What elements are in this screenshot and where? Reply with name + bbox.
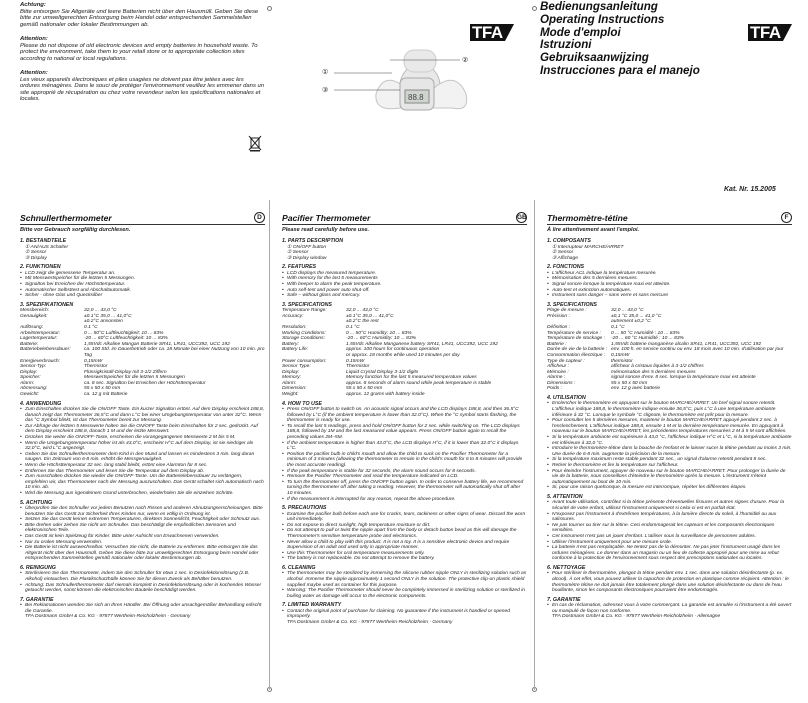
spec-value: env. 100 h. en service continu ou env. 18 mois avec 10 min. d'utilisation par jour bbox=[611, 347, 784, 353]
spec-key: Précision : bbox=[547, 313, 570, 319]
spec-key: Sensor Type: bbox=[282, 364, 311, 370]
section-heading: 7. GARANTIE bbox=[20, 596, 54, 603]
spec-key: Dimensions : bbox=[547, 380, 576, 386]
spec-key: Définition : bbox=[547, 324, 571, 330]
column-en bbox=[282, 212, 527, 703]
spec-value: autrement ±0,2 °C bbox=[611, 319, 651, 325]
bullet-item: • Position the pacifier bulb in child's mouth and allow the child to suck on the Pacifier Thermometer for a minimum of 3 minutes (allowing the thermometer to remain in the child's mouth for 6 to 8 minutes will provide the most accurate reading). bbox=[282, 452, 527, 469]
bullet-item: • Never allow a child to play with this product. It is not a toy. It is a sensitive electronic device and require Supervision of an adult and used only in appropriate manner. bbox=[282, 540, 527, 551]
attention-fr-text: Les vieux appareils électroniques et piles usagées ne doivent pas être jetées avec les ordures ménagères. Dans le souci de protéger l'environnement veuillez les emmener dans un site approprié de récupération ou chez votre revendeur selon les spécifications nationales et locales. bbox=[20, 76, 265, 102]
section-heading: 6. REINIGUNG bbox=[20, 564, 56, 571]
spec-key: Memory: bbox=[282, 375, 302, 381]
bullet-item: • Sterilisieren Sie das Thermometer, indem Sie den Schnuller für etwa 1 sec. in Desinfektionslösung (z.B. Alkohol) eintauchen. Die Plastikschutzhülle können Sie für diesen Zweck als Behälter benutzen. bbox=[20, 571, 265, 582]
bullet-item: • If the ambient temperature is higher than 43.0°C, the LCD displays H°C, if it is lower than 32.0°C it displays L°C. bbox=[282, 441, 527, 452]
spec-value: Thermistor bbox=[84, 364, 108, 370]
bullet-item: • Safe – without glass and mercury. bbox=[282, 293, 527, 299]
spec-value: 0 ... 50 °C Humidité : 10 ... 83% bbox=[611, 330, 680, 336]
spec-key: Température de stockage : bbox=[547, 336, 605, 342]
section-heading: 7. GARANTIE bbox=[547, 596, 581, 603]
bullet-item: • Mit Messwertspeicher für die letzten 5 Messungen. bbox=[20, 276, 265, 282]
spec-key: Speicher: bbox=[20, 375, 41, 381]
achtung-title: Achtung: bbox=[20, 2, 46, 8]
column-subtitle: Bitte vor Gebrauch sorgfältig durchlesen. bbox=[20, 227, 131, 234]
spec-value: approx. 100 hours for continuous operation bbox=[346, 347, 440, 353]
manual-titles bbox=[540, 1, 740, 78]
spec-value: 0 ... 50°C Luftfeuchtigkeit: 10 ... 83% bbox=[84, 330, 164, 336]
bullet-item: • Die Batterie ist nicht auswechselbar. Versuchen Sie nicht, die Batterie zu entfernen. Bitte entsorgen Sie das Altgerät nicht über den Hausmüll. Geben Sie diese bitte zur umweltgerechten Entsorgung beim Handel oder entsprechenden Sammelstellen gemäß nationaler oder lokaler Bestimmungen ab. bbox=[20, 545, 265, 562]
spec-key: Weight: bbox=[282, 392, 299, 398]
section-heading: 6. NETTOYAGE bbox=[547, 564, 586, 571]
text-line: ③ Affichage bbox=[552, 255, 578, 261]
bullet-item: • Drücken Sie weiter die ON/OFF-Taste, erscheinen die vorangegangenen Messwerte 2 M bis 5 M. bbox=[20, 435, 265, 441]
bullet-item: • LCD zeigt die gemessene Temperatur an. bbox=[20, 271, 265, 277]
bullet-item: • Do not attempt to pull or twist the nipple apart from the body or detach button bead as this will damage the Thermometer's sensitive temperature probe and electronics. bbox=[282, 528, 527, 539]
bullet-item: • Si la température maximum reste stable pendant 32 sec., un signal d'alarme retentit pendant 8 sec. bbox=[547, 457, 792, 463]
spec-key: Arbeitstemperatur: bbox=[20, 330, 61, 336]
bullet-item: • Wird die Messung aus irgendeinem Grund unterbrochen, wiederholen Sie die einzelnen Schritte. bbox=[20, 491, 265, 497]
bullet-item: • Pour consulter les 5 dernières mesures, maintenir le bouton MARCHE/ARRET appuyé pendant 2 sec. à l'enclenchement. L'afficheur indique 188,8, ensuite 1 M et la dernière température mesurée. En appuyant à nouveau sur le bouton MARCHE/ARRET, les précédentes températures mesurées 2 M à 5 M sont affichées. bbox=[547, 418, 792, 435]
spec-value: thermistor bbox=[611, 358, 633, 364]
text-line: ② Sensor bbox=[552, 250, 574, 256]
section-heading: 3. SPEZIFIKATIONEN bbox=[20, 301, 74, 308]
spec-key: Auflösung: bbox=[20, 324, 44, 330]
spec-row bbox=[547, 386, 792, 392]
text-line: ② Sensor bbox=[25, 250, 47, 256]
callout-leaders bbox=[330, 58, 470, 98]
achtung-text: Bitte entsorgen Sie Altgeräte und leere Batterien nicht über den Hausmüll. Geben Sie diese bitte zur umweltgerechten Entsorgung beim Handel oder entsprechenden Sammelstellen gemäß nationaler oder lokaler Bestimmungen ab. bbox=[20, 8, 259, 28]
bullet-item: • Auto-test et extinction automatiques. bbox=[547, 288, 792, 294]
text-line: ① ON/OFF button bbox=[287, 244, 327, 250]
spec-value: 55 x 50 x 50 mm bbox=[611, 380, 648, 386]
bullet-item: • Geben Sie das Schnullerthermometer dem Kind in den Mund und lassen es mindestens 3 min. lang daran saugen. Ein Zeitraum von 6-8 min. erhöht die Messgenauigkeit. bbox=[20, 452, 265, 463]
title-nl: Gebruiksaanwijzing bbox=[540, 51, 649, 65]
language-badge: F bbox=[781, 212, 792, 223]
spec-key: Alarme : bbox=[547, 375, 566, 381]
spec-key: Dimension: bbox=[282, 386, 307, 392]
column-title: Thermomètre-tétine bbox=[547, 212, 628, 223]
spec-key: Abmessung: bbox=[20, 386, 48, 392]
section-heading: 3. SPECIFICATIONS bbox=[282, 301, 332, 308]
spec-value: 0 ... 50°C Humidity: 10 ... 83% bbox=[346, 330, 412, 336]
spec-value: ±0,1 °C 35,0 ... 41,0 °C bbox=[611, 313, 662, 319]
section-heading: 2. FUNKTIONEN bbox=[20, 264, 61, 271]
bullet-item: • Use this Thermometer for oral temperature measurements only. bbox=[282, 551, 527, 557]
bullet-item: • Enclencher le thermomètre en appuyant sur le bouton MARCHE/ARRET. Un bref signal sonore retentit. L'afficheur indique 188,8, le thermomètre indique ensuite 36,5°C, puis L°C à une température ambiante inférieure à 32 °C. Lorsque le symbole °C clignote, le thermomètre est prêt pour la mesure. bbox=[547, 401, 792, 418]
spec-value: ±0.1°C 35,0 ... 41,0°C bbox=[346, 313, 394, 319]
bullet-item: • The battery is not replaceable. Do not attempt to remove the battery. bbox=[282, 556, 527, 562]
spec-key: Display: bbox=[282, 369, 300, 375]
bullet-item: • Signalton bei Erreichen der Höchsttemperatur. bbox=[20, 282, 265, 288]
text-line: ③ Display bbox=[25, 255, 47, 261]
section-heading: 1. PARTS DESCRIPTION bbox=[282, 238, 344, 245]
bullet-item: • With memory for the last 5 measurements bbox=[282, 276, 527, 282]
bullet-item: • Bei Reklamationen wenden Sie sich an Ihren Händler. Bei Öffnung oder unsachgemäßer Behandlung erlischt die Garantie. bbox=[20, 603, 265, 614]
bullet-item: • Examine the pacifier bulb before each use for cracks, tears, tackiness or other signs of wear. Discard the worn unit immediately. bbox=[282, 512, 527, 523]
spec-key: Power consumption: bbox=[282, 358, 327, 364]
spec-value: Messwertspeicher für die letzten 5 Messungen bbox=[84, 375, 185, 381]
bullet-item: • Zur Abfrage der letzten 5 Messwerte halten Sie die ON/OFF Taste beim Einschalten für 2 sec. gedrückt. Auf dem Display erscheint 188,8, danach 1 M und der letzte Messwert. bbox=[20, 424, 265, 435]
bullet-item: • To recall the last 5 readings, press and hold ON/OFF button for 2 sec. while switching on. The LCD displays 188,8, followed by 1M and the last measured value appears. Press ON/OFF button again to recall the preceding values 2M–5M. bbox=[282, 424, 527, 441]
bullet-item: • Introduire le thermomètre-tétine dans la bouche de l'enfant et le laisser sucer la tétine pendant au moins 3 min. Une durée de 6-8 min. augmente la précision de la mesure. bbox=[547, 446, 792, 457]
spec-value: Liquid Crystal Display 3-1/2 digits bbox=[346, 369, 419, 375]
bullet-item: • Si, pour une raison quelconque, la mesure est interrompue, répéter les différentes étapes. bbox=[547, 485, 792, 491]
spec-key: Temperature Range: bbox=[282, 308, 327, 314]
bullet-item: • Wenn die Umgebungstemperatur höher ist als 43,0°C, erscheint H°C auf dem Display, ist sie niedriger als 32,0°C, wird L°C angezeigt. bbox=[20, 441, 265, 452]
bullet-item: • Überprüfen Sie den Schnuller vor jedem Benutzen nach Rissen und anderen Abnutzungserscheinungen. Bitte benutzen Sie das Gerät zur Sicherheit Ihres Kindes nur, wenn es völlig in Ordnung ist. bbox=[20, 506, 265, 517]
spec-value: 0,1 °C bbox=[611, 324, 625, 330]
text-line: TFA Dostmann GmbH & Co. KG · 97877 Wertheim-Reicholzheim · Allemagne bbox=[552, 614, 721, 620]
spec-key: Messbereich: bbox=[20, 308, 50, 314]
callout-2: ② bbox=[462, 57, 469, 64]
section-heading: 6. CLEANING bbox=[282, 564, 316, 571]
section-heading: 4. HOW TO USE bbox=[282, 400, 322, 407]
bullet-item: • La batterie n'est pas remplaçable. Ne tentez pas de la démonter. Ne pas jeter l'instrument usagé dans les ordures ménagères. Le donner dans un magasin ou un lieu de collecte approprié pour une mise au rebut conforme à la protection de l'environnement sous respect des prescriptions nationales ou locales. bbox=[547, 545, 792, 562]
bullet-item: • Entfernen Sie das Thermometer und lesen Sie die Temperatur auf dem Display ab. bbox=[20, 469, 265, 475]
bullet-item: • Wenn die Höchsttemperatur 32 sec. lang stabil bleibt, ertönt eine Alarmton für 8 sec. bbox=[20, 463, 265, 469]
column-body bbox=[547, 238, 792, 703]
catalog-number: Kat. Nr. 15.2005 bbox=[724, 186, 776, 193]
tfa-logo-left: TFA bbox=[470, 24, 514, 41]
text-line: TFA Dostmann GmbH & Co. KG · 97877 Wertheim-Reicholzheim · Germany bbox=[287, 619, 453, 625]
fold-mark bbox=[267, 6, 272, 11]
spec-key: Battery Life: bbox=[282, 347, 309, 353]
title-rule bbox=[282, 224, 527, 225]
spec-key: Sensor-Typ: bbox=[20, 364, 47, 370]
spec-key: Plage de mesure : bbox=[547, 308, 587, 314]
spec-value: approx. 12 grams with battery inside bbox=[346, 392, 425, 398]
spec-key: Energieverbrauch: bbox=[20, 358, 60, 364]
bullet-item: • Contact the original point of purchase for claiming. No guarantee if the instrument is handled or opened improperly. bbox=[282, 609, 527, 620]
bullet-item: • If the peak temperature is stable for 32 seconds, the alarm sound occurs for 8 seconds. bbox=[282, 469, 527, 475]
bullet-item: • Setzen Sie das Gerät keinen extremen Temperaturen, direktem Sonnenlicht, Feuchtigkeit oder Schmutz aus. bbox=[20, 517, 265, 523]
spec-value: ±0.2°C the rest bbox=[346, 319, 379, 325]
spec-key: Consommation électrique : bbox=[547, 352, 606, 358]
spec-value: 0.1 °C bbox=[346, 324, 360, 330]
spec-value: 32,0 ... 43,0 °C bbox=[84, 308, 117, 314]
bullet-item: • Cet instrument n'est pas un jouet d'enfant. L'utiliser sous la surveillance de personnes adultes. bbox=[547, 534, 792, 540]
spec-row bbox=[20, 347, 265, 358]
bullet-item: • Retirer le thermomètre et lire la température sur l'afficheur. bbox=[547, 463, 792, 469]
spec-value: or approx. 18 months while used 10 minutes per day bbox=[346, 352, 460, 358]
bullet-item: • Remove the Pacifier Thermometer and read the temperature indicated on LCD. bbox=[282, 474, 527, 480]
bullet-item: • Zum Einschalten drücken Sie die ON/OFF Taste. Ein kurzer Signalton ertönt. Auf dem Display erscheint 188,8, danach zeigt das Thermometer 36,5°C und dann L°C bei einer Umgebungstemperatur von unter 32°C. Wenn das °C Symbol blinkt, ist das Thermometer bereit zur Messung. bbox=[20, 407, 265, 424]
spec-value: -20 ... 60 °C Humidité : 10 ... 83% bbox=[611, 336, 684, 342]
section-heading: 3. SPECIFICATIONS bbox=[547, 301, 597, 308]
spec-value: 1,55Vdc batterie manganèse alcalin SR41, LR41, UCC392, UCC 192 bbox=[611, 341, 762, 347]
bullet-item: • L'afficheur ACL indique la température mesurée. bbox=[547, 271, 792, 277]
spec-key: Température de service : bbox=[547, 330, 601, 336]
spec-value: approx. 8 seconds of alarm sound while peak temperature is stable bbox=[346, 380, 492, 386]
section-heading: 2. FEATURES bbox=[282, 264, 317, 271]
bullet-item: • Utiliser l'instrument uniquement pour une mesure orale. bbox=[547, 540, 792, 546]
column-title: Schnullerthermometer bbox=[20, 212, 112, 223]
column-divider bbox=[269, 200, 270, 690]
column-divider bbox=[534, 200, 535, 690]
section-heading: 5. ACHTUNG bbox=[20, 499, 53, 506]
bullet-item: • Achtung: Das Schnullerthermometer darf niemals komplett in Desinfektionslösung oder in kochendes Wasser getaucht werden, sonst können die elektronischen Bauteile beschädigt werden. bbox=[20, 583, 265, 594]
spec-value: env. 12 g avec batterie bbox=[611, 386, 661, 392]
spec-value: Thermistor bbox=[346, 364, 370, 370]
bullet-item: • Nur zu oralen Messung verwenden. bbox=[20, 540, 265, 546]
bullet-item: • Auto self-test and power auto shut-off. bbox=[282, 288, 527, 294]
section-heading: 5. PRECAUTIONS bbox=[282, 505, 327, 512]
title-rule bbox=[20, 224, 265, 225]
bullet-item: • Mémorisation des 5 dernières mesures. bbox=[547, 276, 792, 282]
title-rule bbox=[547, 224, 792, 225]
spec-value: ca. 12 g mit Batterie bbox=[84, 392, 128, 398]
spec-key: Afficheur : bbox=[547, 364, 570, 370]
spec-value: -20 ... 60°C Humidity: 10 ... 83% bbox=[346, 336, 416, 342]
spec-value: mémorisation des 5 dernières mesures bbox=[611, 369, 696, 375]
bullet-item: • Si la température ambiante est supérieure à 43,0 °C, l'afficheur indique H°C et L°C, si la température ambiante est inférieure à 32,0 °C. bbox=[547, 435, 792, 446]
spec-value: 55 x 50 x 50 mm bbox=[346, 386, 383, 392]
bullet-item: • Das Gerät ist kein Spielzeug für Kinder. Bitte unter Aufsicht von Erwachsenen verwenden. bbox=[20, 534, 265, 540]
callout-1: ① bbox=[322, 69, 329, 76]
spec-value: ±0.1°C 35,0 ... 41,0°C bbox=[84, 313, 132, 319]
spec-key: Durée de vie de la batterie : bbox=[547, 347, 608, 353]
section-heading: 5. ATTENTION bbox=[547, 493, 583, 500]
spec-key: Battery: bbox=[282, 341, 299, 347]
crossed-bin-icon bbox=[248, 134, 262, 157]
text-line: TFA Dostmann GmbH & Co. KG · 97877 Wertheim-Reicholzheim · Germany bbox=[25, 614, 191, 620]
attention-fr-title: Attention: bbox=[20, 70, 48, 76]
bullet-item: • LCD displays the measured temperature. bbox=[282, 271, 527, 277]
column-title: Pacifier Thermometer bbox=[282, 212, 371, 223]
title-fr: Mode d'emploi bbox=[540, 25, 621, 39]
spec-value: ca. 8 sec. Signalton bei Erreichen der Höchsttemperatur bbox=[84, 380, 206, 386]
bullet-item: • Press ON/OFF button to switch on. An acoustic signal occurs and the LCD displays 188,8, and then 36.5°C followed by L°C (if the ambient temperature is lower than 32.0°C). When the °C symbol starts flashing, the thermometer is ready for use. bbox=[282, 407, 527, 424]
bullet-item: • Signal sonore lorsque la température maxi est atteinte. bbox=[547, 282, 792, 288]
column-subtitle: Please read carefully before use. bbox=[282, 227, 370, 234]
attention-en-title: Attention: bbox=[20, 36, 48, 42]
spec-value: 0,15mW bbox=[611, 352, 630, 358]
language-badge: GB bbox=[517, 214, 527, 221]
bullet-item: • With beeper to alarm the peak temperature. bbox=[282, 282, 527, 288]
bullet-item: • Automatischer Selbsttest und Abschaltautomatik. bbox=[20, 288, 265, 294]
section-heading: 2. FONCTIONS bbox=[547, 264, 585, 271]
spec-key: Alarm: bbox=[282, 380, 297, 386]
spec-key: Batteriebelebensdauer: bbox=[20, 347, 71, 353]
bullet-item: • N'exposez pas l'instrument à d'extrêmes températures, à la lumière directe du soleil, à l'humidité ou aux salissures. bbox=[547, 512, 792, 523]
spec-value: signal sonore d'env. 8 sec. lorsque la température maxi est atteinte bbox=[611, 375, 756, 381]
spec-value: ±0.2°C ansonsten bbox=[84, 319, 123, 325]
callout-3: ③ bbox=[322, 87, 329, 94]
spec-key: Batterie: bbox=[20, 341, 39, 347]
column-fr bbox=[547, 212, 792, 703]
spec-key: Lagertemperatur: bbox=[20, 336, 58, 342]
column-de bbox=[20, 212, 265, 703]
spec-key: Accuracy: bbox=[282, 313, 304, 319]
section-heading: 4. ANWENDUNG bbox=[20, 400, 62, 407]
section-heading: 7. LIMITED WARRANTY bbox=[282, 602, 342, 609]
bullet-item: • Zum Ausschalten drücken Sie wieder die ON/OFF-Taste. Um die Batterielebensdauer zu verlängern, empfehlen wir, das Thermometer nach der Messung auszuschalten. Das Gerät schaltet sich automatisch nach 10 min. ab. bbox=[20, 474, 265, 491]
spec-value: 0.15mW bbox=[346, 358, 365, 364]
text-line: ② Sensor bbox=[287, 250, 309, 256]
bullet-item: • Pour stériliser le thermomètre, plongez la tétine pendant env. 1 sec. dans une solution désinfectante (p. ex. alcool). À cet effet, vous pouvez utiliser la capuchon de protection en plastique comme récipient. Attention : le thermomètre tétine ne doit jamais être totalement plongé dans une solution désinfectante ou dans de l'eau bouillante, sinon les composants électroniques pourraient être endommagés. bbox=[547, 571, 792, 593]
spec-value: ca. 100 Std. im Dauerbetrieb oder ca. 18 Monate bei einer Nutzung von 10 min. pro Tag bbox=[84, 347, 265, 358]
bullet-item: • If the measurement is interrupted for any reason, repeat the above procedure. bbox=[282, 497, 527, 503]
bullet-item: • Avant toute utilisation, contrôlez si la tétine présente d'éventuelles fissures et autres signes d'usure. Pour la sécurité de votre enfant, utilisez l'instrument uniquement si celui-ci est en parfait état. bbox=[547, 500, 792, 511]
column-subtitle: À lire attentivement avant l'emploi. bbox=[547, 227, 640, 234]
fold-mark bbox=[532, 6, 537, 11]
column-body bbox=[282, 238, 527, 703]
title-es: Instrucciones para el manejo bbox=[540, 63, 700, 77]
bullet-item: • To turn the thermometer off, press the ON/OFF button again. In order to conserve battery life, we recommend turning the thermometer off after taking a reading. However, the thermometer will automatically shut off after 10 minutes. bbox=[282, 480, 527, 497]
title-de: Bedienungsanleitung bbox=[540, 0, 658, 13]
text-line: ③ Display window bbox=[287, 255, 327, 261]
spec-value: 1.55Vdc Alkaline Manganese battery SR41, LR41, UCC392, UCC 192 bbox=[346, 341, 498, 347]
bullet-item: • Sicher - ohne Glas und Quecksilber bbox=[20, 293, 265, 299]
spec-key: Poids : bbox=[547, 386, 562, 392]
section-heading: 1. COMPOSANTS bbox=[547, 238, 591, 245]
spec-key: Gewicht: bbox=[20, 392, 40, 398]
spec-key: Storage Conditions: bbox=[282, 336, 325, 342]
spec-value: 32,0 ... 43,0 °C bbox=[611, 308, 644, 314]
spec-key: Type de capteur : bbox=[547, 358, 585, 364]
column-body bbox=[20, 238, 265, 703]
spec-key: Mémoire : bbox=[547, 369, 569, 375]
spec-value: 0.1 °C bbox=[84, 324, 98, 330]
bullet-item: • Instrument sans danger – sans verre et sans mercure bbox=[547, 293, 792, 299]
svg-text:88.8: 88.8 bbox=[408, 93, 424, 102]
text-line: ① Interrupteur MARCHE/ARRET bbox=[552, 244, 624, 250]
bullet-item: • En cas de réclamation, adressez vous à votre commerçant. La garantie est annulée si l'instrument a été ouvert ou manipulé de façon non conforme. bbox=[547, 603, 792, 614]
bullet-item: • Bitte drehen oder ziehen Sie nicht am Schnuller. Das beschädigt die empfindlichen Sensoren und elektronischen Teile. bbox=[20, 523, 265, 534]
spec-key: Resolution: bbox=[282, 324, 307, 330]
bullet-item: • The thermometer may be sterilized by immersing the silicone rubber nipple ONLY in sterilizing solution such as alcohol. Immerse the nipple approximately 1 second ONLY in the solution. The protective clip-on plastic shield supplied maybe used as container for this purpose. bbox=[282, 571, 527, 588]
title-en: Operating Instructions bbox=[540, 12, 665, 26]
spec-key: Alarm: bbox=[20, 380, 35, 386]
language-badge: D bbox=[254, 212, 265, 223]
spec-value: -20 ... 60°C Luftfeuchtigkeit: 10 ... 83% bbox=[84, 336, 168, 342]
spec-row bbox=[282, 392, 527, 398]
spec-value: 1,55Vdc Alkaline Mangan Batterie SR41, LR41, UCC392, UCC 192 bbox=[84, 341, 230, 347]
spec-value: Flüssigkristall-Display mit 3-1/2 Ziffern bbox=[84, 369, 167, 375]
disposal-notes bbox=[20, 2, 265, 103]
title-it: Istruzioni bbox=[540, 38, 592, 52]
spec-key: Batterie : bbox=[547, 341, 567, 347]
bullet-item: • Warning: The Pacifier Thermometer should never be completely immersed in sterilizing solution or sterilized in boiling water as damage will occur to the electronic components. bbox=[282, 588, 527, 599]
section-heading: 4. UTILISATION bbox=[547, 395, 586, 402]
spec-key: Display: bbox=[20, 369, 38, 375]
tfa-logo-right: TFA bbox=[748, 24, 792, 41]
bullet-item: • Ne pas tourner ou tirer sur la tétine. Ceci endommagerait les capteurs et les composants électroniques sensibles. bbox=[547, 523, 792, 534]
spec-row bbox=[20, 392, 265, 398]
spec-value: 0,15mW bbox=[84, 358, 103, 364]
spec-value: Memory function for the last 5 measured temperature values bbox=[346, 375, 477, 381]
attention-en-text: Please do not dispose of old electronic devices and empty batteries in household waste. To protect the environment, take them to your retail store or to appropriate collection sites according to national or local regulations. bbox=[20, 42, 258, 62]
spec-value: 32,0 ... 43,0 °C bbox=[346, 308, 379, 314]
spec-key: Working Conditions: bbox=[282, 330, 326, 336]
bullet-item: • Pour éteindre l'instrument, appuyer de nouveau sur le bouton MARCHE/ARRET. Pour prolonger la durée de vie de la batterie, nous conseillons d'éteindre le thermomètre après la mesure. L'instrument s'éteint automatiquement au bout de 10 min. bbox=[547, 469, 792, 486]
spec-key: Genauigkeit: bbox=[20, 313, 48, 319]
text-line: ① AN/AUS Schalter bbox=[25, 244, 69, 250]
bullet-item: • Do not expose to direct sunlight, high temperature moisture or dirt. bbox=[282, 523, 527, 529]
spec-value: 55 x 50 x 50 mm bbox=[84, 386, 121, 392]
section-heading: 1. BESTANDTEILE bbox=[20, 238, 67, 245]
spec-value: afficheur à cristaux liquides à 3-1/2 chiffres bbox=[611, 364, 704, 370]
